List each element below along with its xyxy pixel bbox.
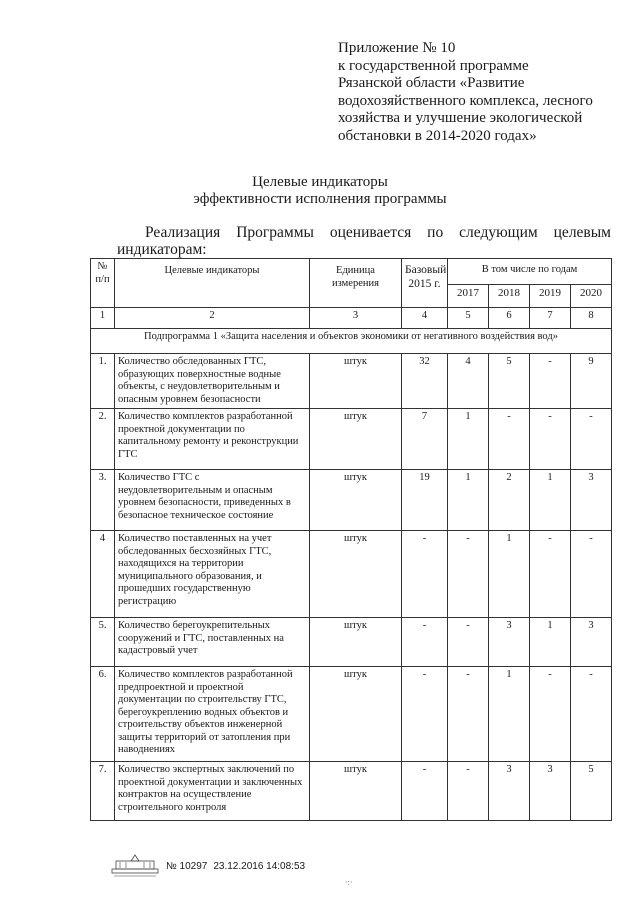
header-years-group: В том числе по годам (448, 259, 612, 285)
row-2017: - (448, 618, 489, 667)
row-2018: 1 (489, 667, 530, 762)
doc-registration-number: № 10297 (166, 860, 208, 872)
scan-artifact: ·:· (345, 878, 353, 887)
row-2020: - (571, 667, 612, 762)
intro-word: целевым (553, 224, 611, 241)
document-footer (110, 853, 305, 879)
row-indicator: Количество комплектов разработанной проектной документации по капитальному ремонту и реконструкции ГТС (115, 409, 310, 470)
col-number: 6 (489, 308, 530, 329)
row-2017: 4 (448, 354, 489, 409)
row-2017: - (448, 531, 489, 618)
appendix-line: Приложение № 10 (338, 40, 456, 56)
intro-word: следующим (459, 224, 538, 241)
col-number: 8 (571, 308, 612, 329)
row-2019: 1 (530, 470, 571, 531)
row-unit: штук (310, 762, 402, 821)
row-number: 4 (91, 531, 115, 618)
appendix-line: обстановки в 2014-2020 годах» (338, 127, 537, 144)
row-2017: 1 (448, 470, 489, 531)
header-row (91, 259, 612, 285)
row-number: 2. (91, 409, 115, 470)
intro-word: по (427, 224, 444, 241)
title-line: эффективности исполнения программы (193, 191, 447, 207)
header-indicator: Целевые индикаторы (115, 259, 310, 308)
row-number: 6. (91, 667, 115, 762)
table-row (91, 354, 612, 409)
table-row (91, 470, 612, 531)
row-number: 7. (91, 762, 115, 821)
row-indicator: Количество берегоукрепительных сооружений и ГТС, поставленных на кадастровый учет (115, 618, 310, 667)
row-base: - (402, 762, 448, 821)
intro-word: Программы (236, 224, 314, 241)
row-base: 32 (402, 354, 448, 409)
header-year: 2020 (571, 285, 612, 308)
row-unit: штук (310, 354, 402, 409)
row-indicator: Количество экспертных заключений по проектной документации и заключенных контрактов на осуществление строительного контроля (115, 762, 310, 821)
row-unit: штук (310, 667, 402, 762)
header-num: № п/п (91, 259, 115, 308)
row-2017: - (448, 667, 489, 762)
row-2020: 9 (571, 354, 612, 409)
row-2019: - (530, 354, 571, 409)
title-line: Целевые индикаторы (252, 174, 388, 190)
row-2019: 3 (530, 762, 571, 821)
table-row (91, 667, 612, 762)
row-2017: 1 (448, 409, 489, 470)
header-year: 2017 (448, 285, 489, 308)
header-unit: Единица измерения (310, 259, 402, 308)
doc-registration-datetime: 23.12.2016 14:08:53 (213, 860, 306, 872)
row-2019: - (530, 409, 571, 470)
row-2020: 5 (571, 762, 612, 821)
row-indicator: Количество обследованных ГТС, образующих поверхностные водные объекты, с неудовлетворительным и опасным уровнем безопасности (115, 354, 310, 409)
row-2020: - (571, 409, 612, 470)
row-base: - (402, 618, 448, 667)
table-row (91, 409, 612, 470)
row-2018: 3 (489, 762, 530, 821)
table-row (91, 762, 612, 821)
indicators-table (90, 258, 612, 821)
header-year: 2018 (489, 285, 530, 308)
intro-word: Реализация (145, 224, 221, 241)
header-year: 2019 (530, 285, 571, 308)
row-2019: 1 (530, 618, 571, 667)
header-base: Базовый 2015 г. (402, 259, 448, 308)
row-2018: 2 (489, 470, 530, 531)
col-number: 1 (91, 308, 115, 329)
intro-line: индикаторам: (117, 241, 207, 258)
appendix-header (338, 40, 628, 145)
row-number: 5. (91, 618, 115, 667)
row-2018: 3 (489, 618, 530, 667)
col-number: 7 (530, 308, 571, 329)
row-2020: - (571, 531, 612, 618)
row-number: 3. (91, 470, 115, 531)
row-unit: штук (310, 618, 402, 667)
subprogram-row (91, 329, 612, 354)
coat-of-arms-seal-icon (110, 853, 160, 879)
row-2020: 3 (571, 618, 612, 667)
appendix-line: к государственной программе (338, 57, 529, 74)
row-base: - (402, 667, 448, 762)
row-indicator: Количество ГТС с неудовлетворительным и опасным уровнем безопасности, приведенных в безопасное техническое состояние (115, 470, 310, 531)
column-numbers-row (91, 308, 612, 329)
row-indicator: Количество поставленных на учет обследованных бесхозяйных ГТС, находящихся на территории муниципального образования, и прошедших государственную регистрацию (115, 531, 310, 618)
appendix-line: хозяйства и улучшение экологической (338, 110, 583, 126)
table-row (91, 618, 612, 667)
row-2018: 1 (489, 531, 530, 618)
intro-paragraph (117, 224, 611, 259)
appendix-line: Рязанской области «Развитие (338, 75, 525, 91)
row-2018: 5 (489, 354, 530, 409)
appendix-line: водохозяйственного комплекса, лесного (338, 92, 593, 109)
row-number: 1. (91, 354, 115, 409)
row-unit: штук (310, 470, 402, 531)
intro-word: оценивается (329, 224, 412, 241)
col-number: 3 (310, 308, 402, 329)
row-base: - (402, 531, 448, 618)
row-base: 19 (402, 470, 448, 531)
row-2020: 3 (571, 470, 612, 531)
col-number: 4 (402, 308, 448, 329)
col-number: 2 (115, 308, 310, 329)
subprogram-title: Подпрограмма 1 «Защита населения и объектов экономики от негативного воздействия вод» (91, 329, 612, 354)
row-2019: - (530, 531, 571, 618)
row-2018: - (489, 409, 530, 470)
row-2019: - (530, 667, 571, 762)
document-title (0, 174, 640, 208)
row-indicator: Количество комплектов разработанной предпроектной и проектной документации по строительству ГТС, берегоукреплению водных объектов и строительству объектов инженерной защиты территорий от затопления при наводнениях (115, 667, 310, 762)
row-2017: - (448, 762, 489, 821)
row-unit: штук (310, 531, 402, 618)
row-unit: штук (310, 409, 402, 470)
table-row (91, 531, 612, 618)
row-base: 7 (402, 409, 448, 470)
col-number: 5 (448, 308, 489, 329)
